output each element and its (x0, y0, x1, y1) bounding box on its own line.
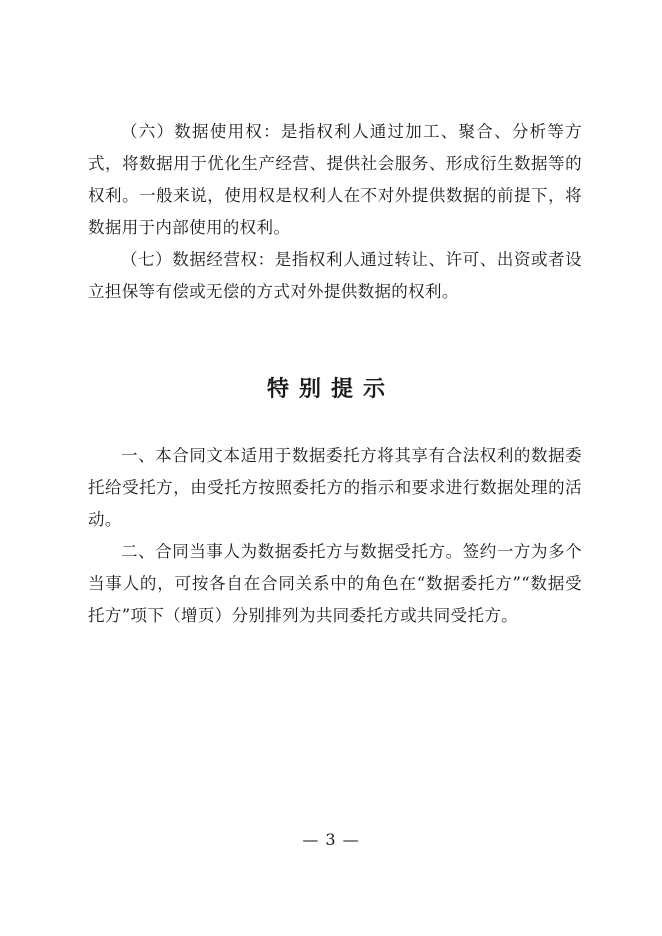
special-notice-body (88, 440, 582, 632)
notice-item-2: 二、合同当事人为数据委托方与数据受托方。签约一方为多个当事人的，可按各自在合同关系中的角色在“数据委托方”“数据受托方”项下（增页）分别排列为共同委托方或共同受托方。 (88, 542, 582, 625)
section-title-special-notice: 特别提示 (266, 376, 395, 402)
rights-definitions (88, 116, 582, 308)
notice-item-1: 一、本合同文本适用于数据委托方将其享有合法权利的数据委托给受托方，由受托方按照委托方的指示和要求进行数据处理的活动。 (88, 446, 582, 529)
paragraph-data-operation-right: （七）数据经营权：是指权利人通过转让、许可、出资或者设立担保等有偿或无偿的方式对外提供数据的权利。 (88, 250, 582, 301)
page-number: — 3 — (302, 830, 360, 849)
paragraph-data-usage-right: （六）数据使用权：是指权利人通过加工、聚合、分析等方式，将数据用于优化生产经营、提供社会服务、形成衍生数据等的权利。一般来说，使用权是权利人在不对外提供数据的前提下，将数据用于内部使用的权利。 (88, 122, 582, 237)
